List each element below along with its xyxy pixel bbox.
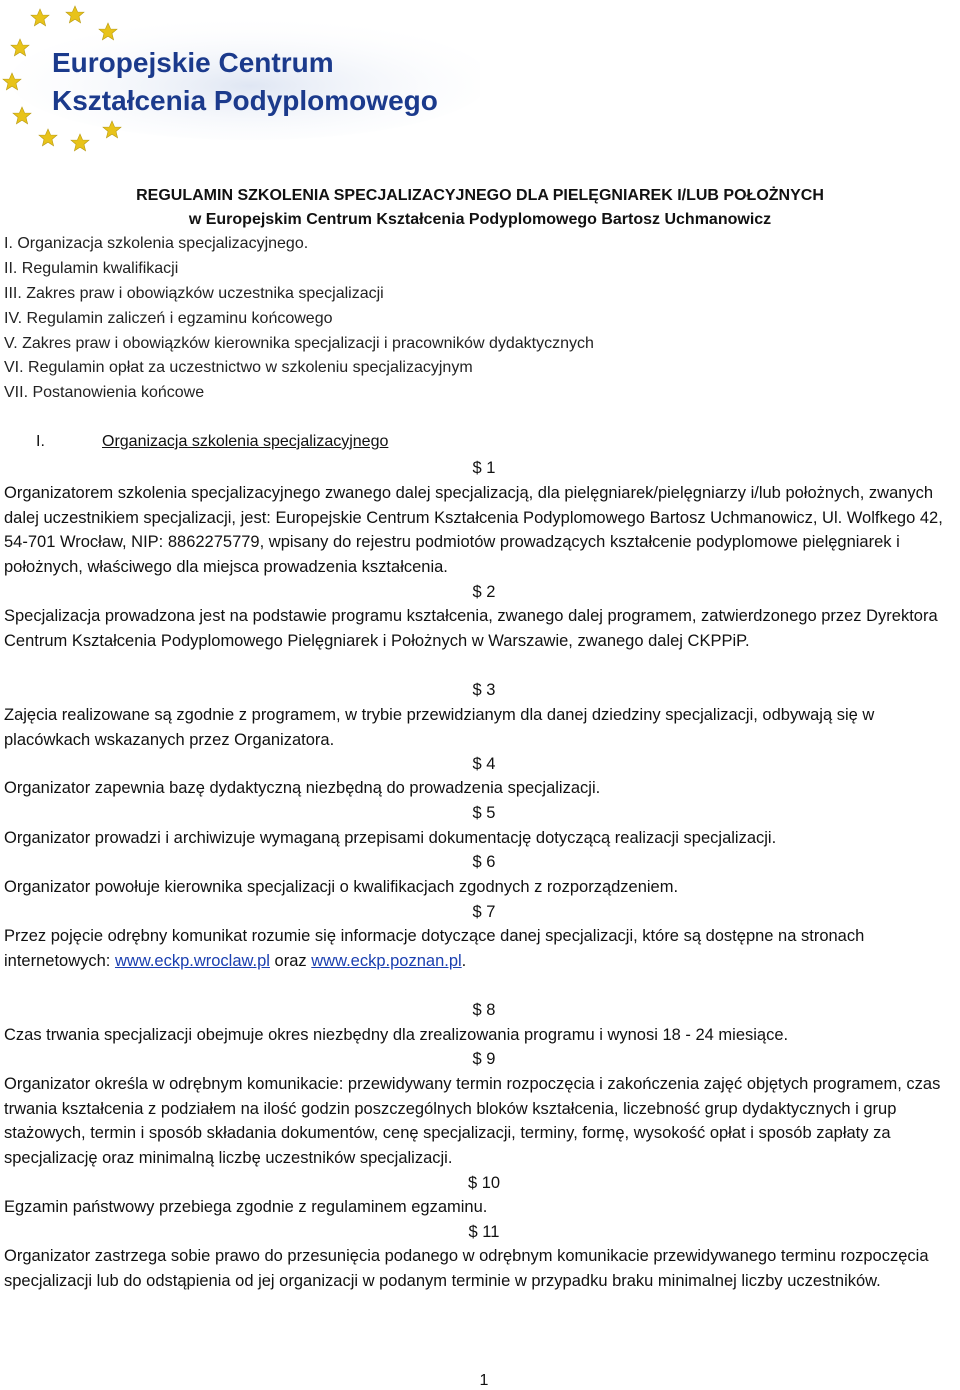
link-eckp-wroclaw[interactable]: www.eckp.wroclaw.pl	[114, 951, 270, 970]
paragraph-number: $ 7	[472, 903, 496, 921]
toc-item-3: III. Zakres praw i obowiązków uczestnika specjalizacji	[4, 285, 384, 302]
paragraph-number: $ 6	[472, 853, 496, 871]
section-heading	[36, 430, 389, 454]
paragraph-text: Organizator zastrzega sobie prawo do przesunięcia podanego w odrębnym komunikacie przewidywanego terminu rozpoczęcia specjalizacji lub do odstąpienia od jej organizacji w podanym terminie w przypadku braku minimalnej liczby uczestników.	[4, 1247, 929, 1290]
paragraph-number: $ 9	[472, 1050, 496, 1068]
paragraph-text-part: oraz	[269, 951, 312, 970]
paragraph-text-part: Przez pojęcie odrębny komunikat rozumie się informacje dotyczące danej specjalizacji, które są dostępne na stronach internetowych:	[4, 927, 865, 970]
toc-item-1: I. Organizacja szkolenia specjalizacyjnego.	[4, 235, 309, 252]
section-number: I.	[36, 433, 45, 450]
paragraph-number: $ 11	[468, 1223, 500, 1241]
document-title-line2: w Europejskim Centrum Kształcenia Podyplomowego Bartosz Uchmanowicz	[188, 211, 772, 228]
toc-item-7: VII. Postanowienia końcowe	[4, 384, 205, 401]
section-title: Organizacja szkolenia specjalizacyjnego	[102, 433, 389, 450]
paragraph-number: $ 10	[467, 1174, 501, 1192]
page-number: 1	[479, 1372, 489, 1389]
paragraph-number: $ 8	[472, 1001, 496, 1019]
paragraph-text: Specjalizacja prowadzona jest na podstawie programu kształcenia, zwanego dalej programem, zatwierdzonego przez Dyrektora Centrum Kształcenia Podyplomowego Pielęgniarek i Położnych w Warszawie, zwanego dalej CKPPiP.	[4, 607, 938, 650]
logo	[0, 0, 480, 160]
paragraph-text: Organizatorem szkolenia specjalizacyjnego zwanego dalej specjalizacją, dla pielęgniarek/pielęgniarzy i/lub położnych, zwanych dalej uczestnikiem specjalizacji, jest: Europejskie Centrum Kształcenia Podyplomowego Bartosz Uchmanowicz, Ul. Wolfkego 42, 54-701 Wrocław, NIP: 8862275779, wpisany do rejestru podmiotów prowadzących kształcenie podyplomowe pielęgniarek i położnych, właściwego dla miejsca prowadzenia kształcenia.	[4, 484, 943, 576]
logo-line2: Kształcenia Podyplomowego	[52, 85, 438, 116]
paragraph-text: Egzamin państwowy przebiega zgodnie z regulaminem egzaminu.	[4, 1198, 488, 1216]
paragraph-number: $ 5	[472, 804, 496, 822]
toc-item-2: II. Regulamin kwalifikacji	[4, 260, 179, 277]
link-eckp-poznan[interactable]: www.eckp.poznan.pl	[311, 951, 462, 970]
paragraph-text-part: .	[461, 951, 467, 970]
paragraph-text: Organizator prowadzi i archiwizuje wymaganą przepisami dokumentację dotyczącą realizacji specjalizacji.	[4, 829, 777, 847]
toc-item-4: IV. Regulamin zaliczeń i egzaminu końcowego	[4, 310, 333, 327]
logo-line1: Europejskie Centrum	[52, 47, 334, 78]
paragraph-text: Zajęcia realizowane są zgodnie z programem, w trybie przewidzianym dla danej dziedziny specjalizacji, odbywają się w placówkach wskazanych przez Organizatora.	[4, 706, 875, 749]
paragraph-number: $ 1	[472, 459, 496, 477]
paragraph-number: $ 3	[472, 681, 496, 699]
paragraph-text: Organizator zapewnia bazę dydaktyczną niezbędną do prowadzenia specjalizacji.	[4, 779, 601, 797]
paragraph-text: Organizator określa w odrębnym komunikacie: przewidywany termin rozpoczęcia i zakończenia zajęć objętych programem, czas trwania kształcenia z podziałem na ilość godzin poszczególnych bloków kształcenia, liczebność grup dydaktycznych i grup stażowych, termin i sposób składania dokumentów, cenę specjalizacji, terminy, formę, wysokość opłat i sposób zapłaty za specjalizację oraz minimalną liczbę uczestników specjalizacji.	[4, 1075, 941, 1167]
paragraph-text: Organizator powołuje kierownika specjalizacji o kwalifikacjach zgodnych z rozporządzeniem.	[4, 878, 679, 896]
paragraph-text	[4, 924, 958, 973]
paragraph-number: $ 2	[472, 583, 496, 601]
paragraph-number: $ 4	[472, 755, 496, 773]
toc-item-5: V. Zakres praw i obowiązków kierownika specjalizacji i pracowników dydaktycznych	[4, 335, 594, 352]
toc-item-6: VI. Regulamin opłat za uczestnictwo w szkoleniu specjalizacyjnym	[4, 359, 473, 376]
paragraph-text: Czas trwania specjalizacji obejmuje okres niezbędny dla zrealizowania programu i wynosi 18 - 24 miesiące.	[4, 1026, 789, 1044]
document-title-line1: REGULAMIN SZKOLENIA SPECJALIZACYJNEGO DLA PIELĘGNIAREK I/LUB POŁOŻNYCH	[136, 187, 824, 204]
